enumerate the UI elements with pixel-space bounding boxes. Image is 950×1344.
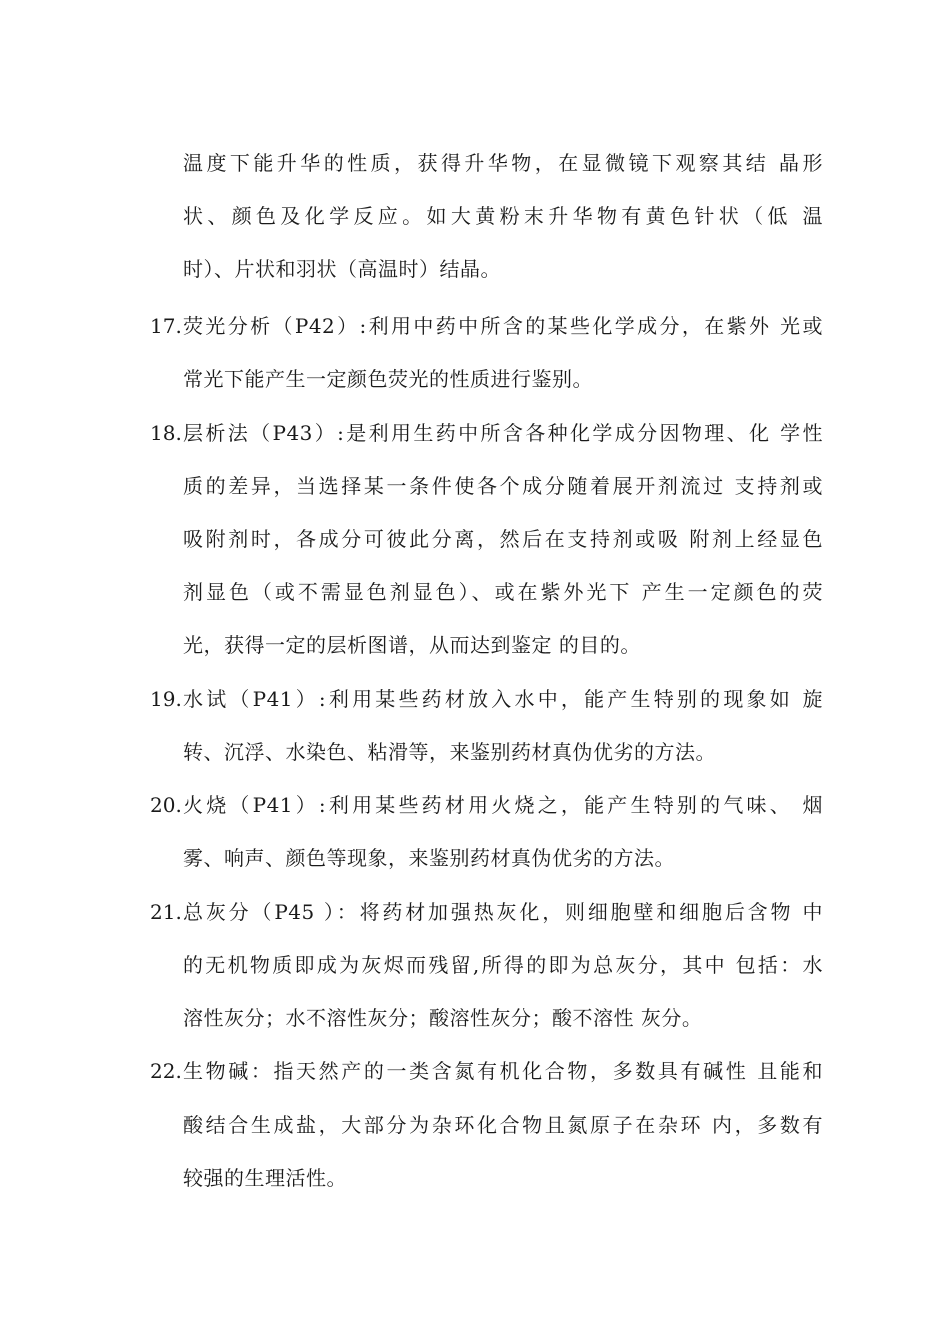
text-line: 质的差异，当选择某一条件使各个成分随着展开剂流过 支持剂或 <box>183 474 823 498</box>
entry-number: 19. <box>150 687 182 711</box>
entry-number: 20. <box>150 793 182 817</box>
entry-number: 17. <box>150 314 182 338</box>
text-line: 生物碱：指天然产的一类含氮有机化合物，多数具有碱性 且能和 <box>183 1059 823 1083</box>
text-line: 火烧（P41）:利用某些药材用火烧之，能产生特别的气味、 烟 <box>183 793 823 817</box>
entry-number: 22. <box>150 1059 182 1083</box>
text-line: 常光下能产生一定颜色荧光的性质进行鉴别。 <box>183 367 593 391</box>
text-line: 的无机物质即成为灰烬而残留,所得的即为总灰分，其中 包括：水 <box>183 953 823 977</box>
text-line: 水试（P41）:利用某些药材放入水中，能产生特别的现象如 旋 <box>183 687 823 711</box>
text-line: 溶性灰分；水不溶性灰分；酸溶性灰分；酸不溶性 灰分。 <box>183 1006 703 1030</box>
entry-number: 18. <box>150 421 182 445</box>
text-line: 层析法（P43）:是利用生药中所含各种化学成分因物理、化 学性 <box>183 421 823 445</box>
text-line: 状、颜色及化学反应。如大黄粉末升华物有黄色针状（低 温 <box>183 204 823 228</box>
text-line: 剂显色（或不需显色剂显色）、或在紫外光下 产生一定颜色的荧 <box>183 580 823 604</box>
text-line: 时）、片状和羽状（高温时）结晶。 <box>183 257 501 281</box>
text-line: 总灰分（P45 ）：将药材加强热灰化，则细胞壁和细胞后含物 中 <box>183 900 823 924</box>
text-line: 温度下能升华的性质，获得升华物，在显微镜下观察其结 晶形 <box>183 151 823 175</box>
text-line: 较强的生理活性。 <box>183 1166 347 1190</box>
text-line: 雾、响声、颜色等现象，来鉴别药材真伪优劣的方法。 <box>183 846 675 870</box>
text-line: 荧光分析（P42）:利用中药中所含的某些化学成分，在紫外 光或 <box>183 314 823 338</box>
text-line: 转、沉浮、水染色、粘滑等，来鉴别药材真伪优劣的方法。 <box>183 740 716 764</box>
entry-number: 21. <box>150 900 182 924</box>
text-line: 吸附剂时，各成分可彼此分离，然后在支持剂或吸 附剂上经显色 <box>183 527 823 551</box>
text-line: 酸结合生成盐，大部分为杂环化合物且氮原子在杂环 内，多数有 <box>183 1113 823 1137</box>
text-line: 光，获得一定的层析图谱，从而达到鉴定 的目的。 <box>183 633 641 657</box>
